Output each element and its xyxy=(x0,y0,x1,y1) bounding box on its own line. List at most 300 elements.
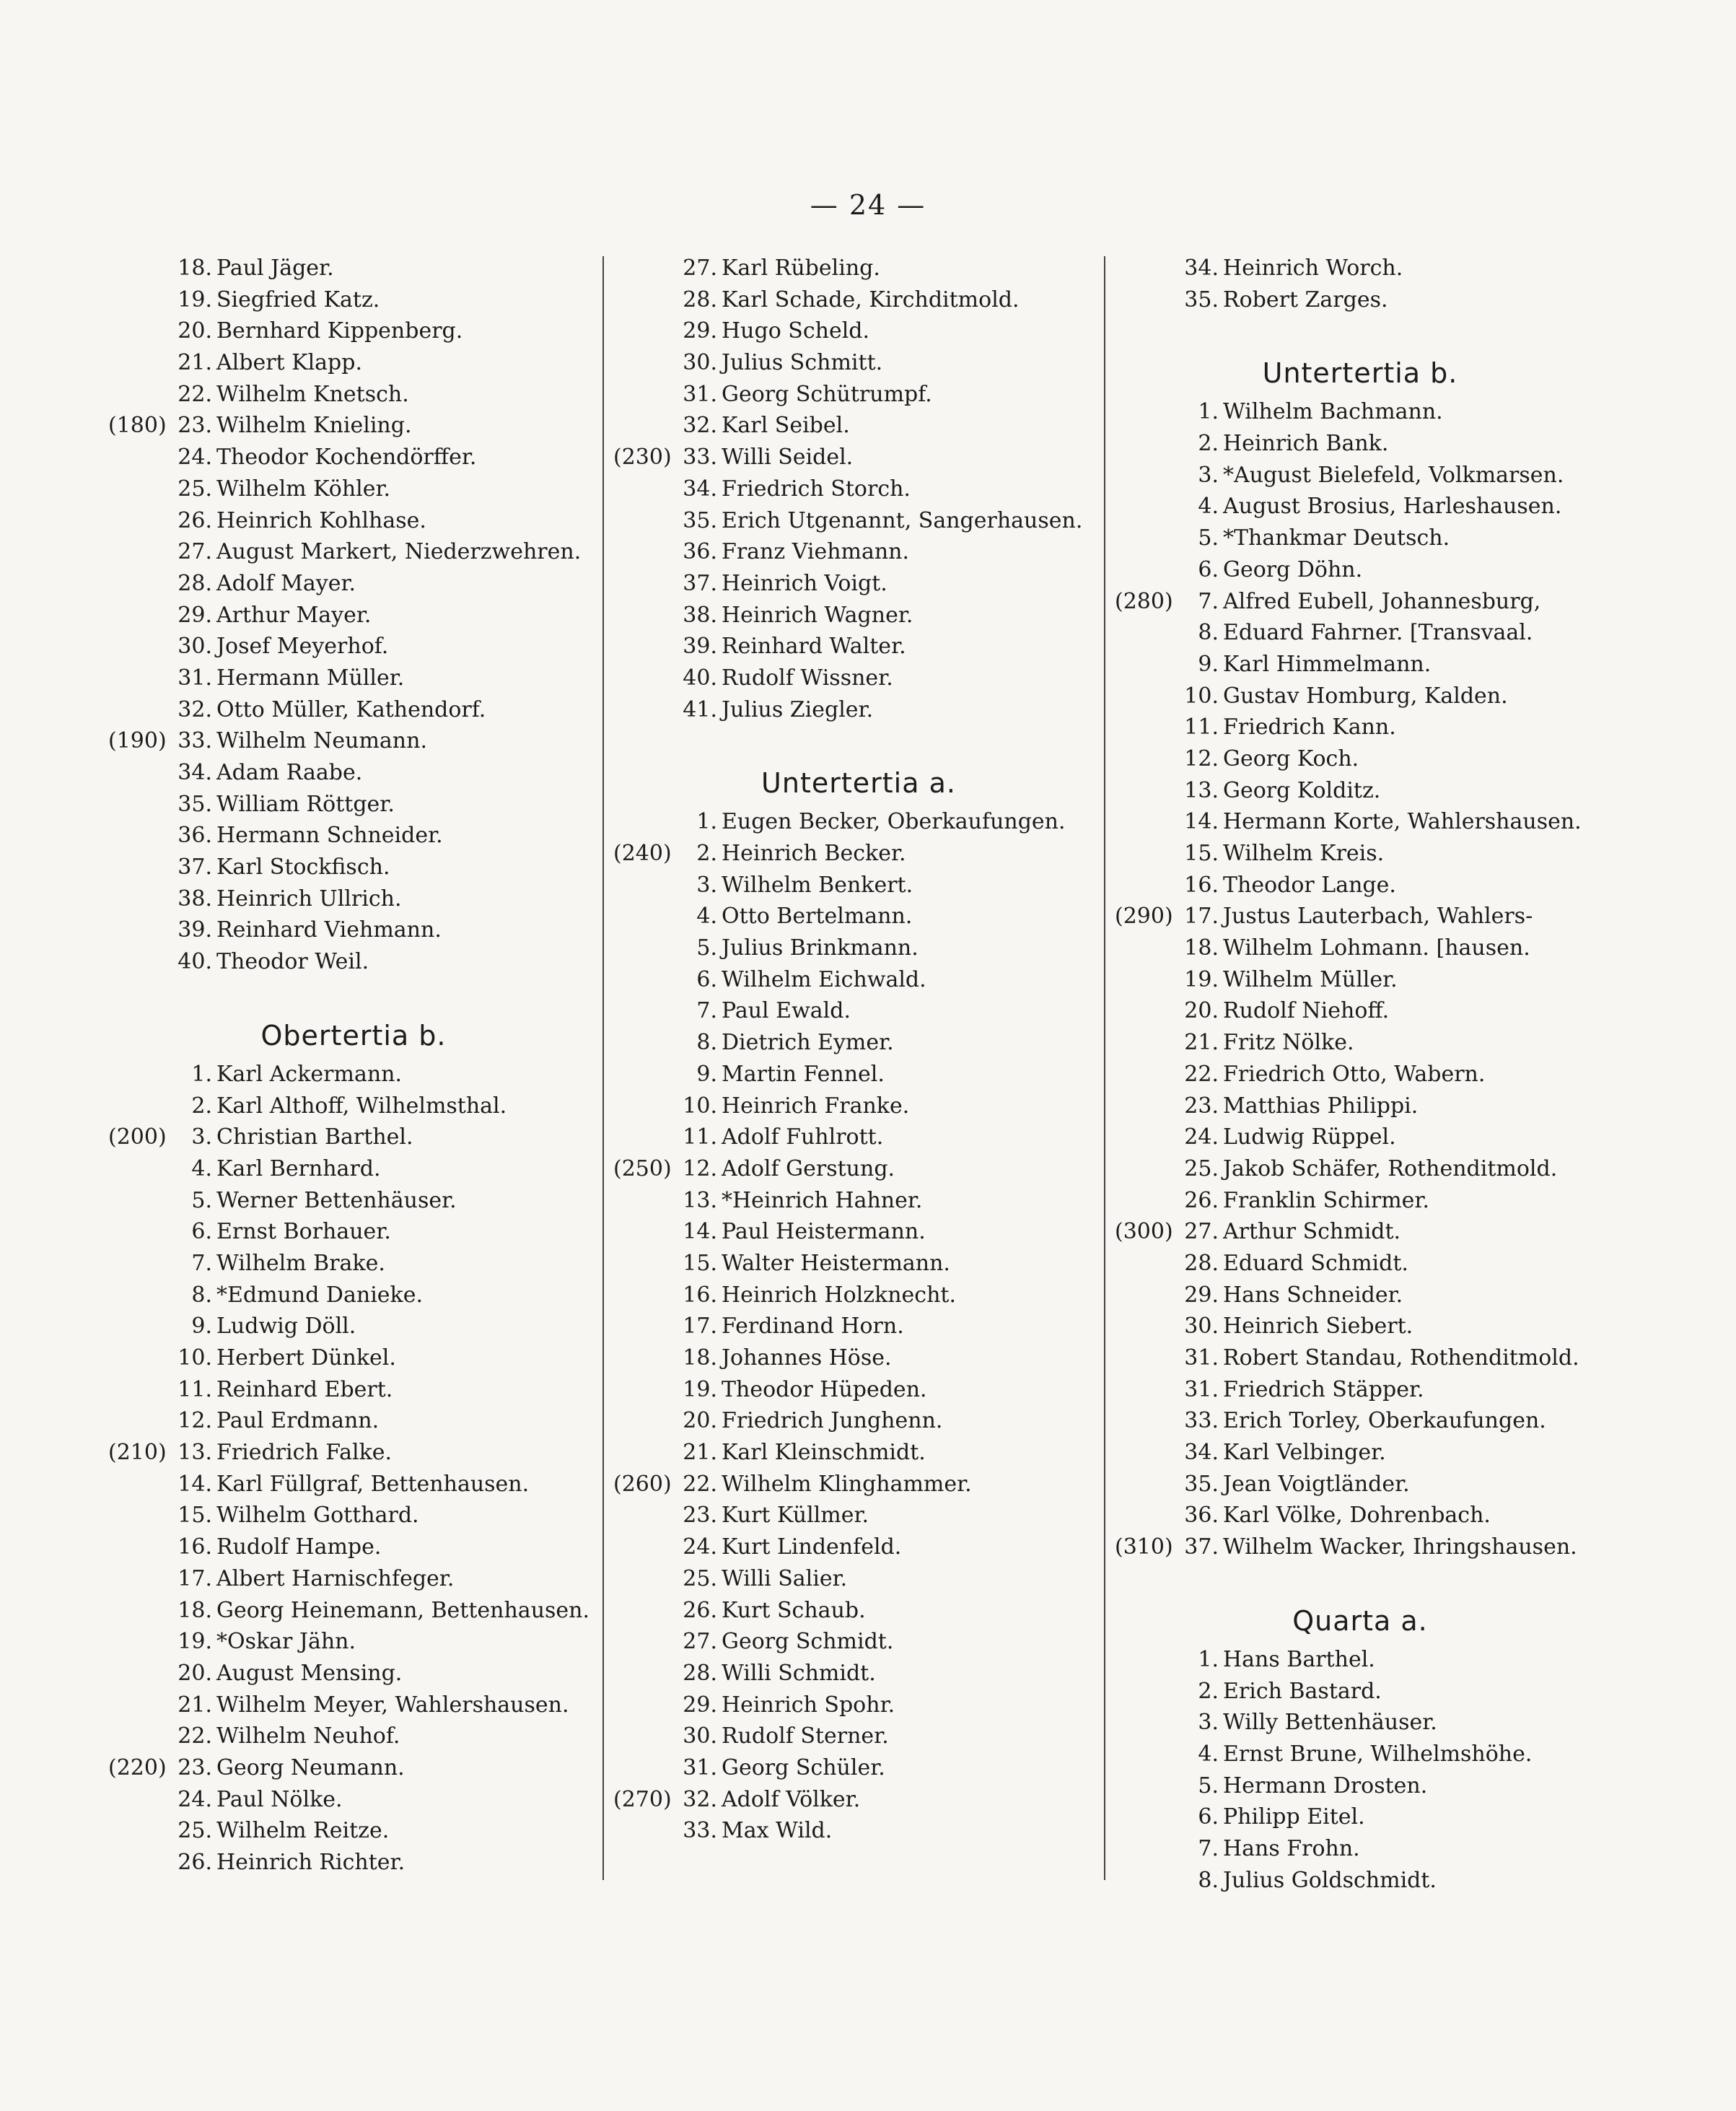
student-entry xyxy=(108,631,599,663)
student-name: Willi Seidel. xyxy=(722,445,854,471)
student-entry xyxy=(613,663,1104,694)
entry-number: 3. xyxy=(1198,1710,1219,1736)
class-heading: Untertertia a. xyxy=(761,767,956,800)
entry-number: 10. xyxy=(177,1345,212,1371)
entry-number: 7. xyxy=(696,998,717,1024)
student-name: Werner Bettenhäuser. xyxy=(216,1187,457,1213)
entry-number: 40. xyxy=(177,949,212,975)
student-name: Wilhelm Meyer, Wahlershausen. xyxy=(216,1692,569,1718)
running-count: (190) xyxy=(108,728,167,754)
student-name: Heinrich Voigt. xyxy=(722,570,887,596)
student-name: Eduard Fahrner. [Transvaal. xyxy=(1223,620,1533,646)
student-entry xyxy=(613,1059,1104,1091)
student-name: Otto Müller, Kathendorf. xyxy=(216,696,486,722)
entry-number: 24. xyxy=(1184,1124,1219,1150)
student-name: Julius Ziegler. xyxy=(722,696,874,722)
student-entry xyxy=(108,568,599,600)
student-name: Reinhard Viehmann. xyxy=(216,917,442,943)
entry-number: 33. xyxy=(1184,1408,1219,1434)
student-entry xyxy=(1115,396,1605,428)
student-entry xyxy=(613,536,1104,568)
entry-number: 28. xyxy=(683,287,717,313)
student-name: Georg Heinemann, Bettenhausen. xyxy=(216,1597,590,1623)
entry-number: 35. xyxy=(1184,1471,1219,1497)
student-name: Adolf Fuhlrott. xyxy=(722,1124,884,1150)
student-entry xyxy=(108,883,599,915)
student-entry xyxy=(1115,523,1605,554)
student-entry xyxy=(108,1595,599,1627)
student-name: Heinrich Spohr. xyxy=(722,1692,895,1718)
student-name: Philipp Eitel. xyxy=(1223,1804,1365,1830)
student-entry xyxy=(1115,428,1605,460)
entry-number: 30. xyxy=(1184,1314,1219,1339)
student-name: Robert Zarges. xyxy=(1223,287,1388,313)
student-name: Eugen Becker, Oberkaufungen. xyxy=(722,809,1066,835)
entry-number: 1. xyxy=(1198,1646,1219,1672)
running-count: (300) xyxy=(1115,1219,1173,1245)
student-name: Herbert Dünkel. xyxy=(216,1345,396,1371)
student-name: Karl Schade, Kirchditmold. xyxy=(722,287,1020,313)
student-entry xyxy=(613,473,1104,505)
entry-number: 26. xyxy=(683,1597,717,1623)
running-count: (210) xyxy=(108,1440,167,1466)
student-name: Karl Völke, Dohrenbach. xyxy=(1223,1503,1491,1529)
student-name: Wilhelm Lohmann. [hausen. xyxy=(1223,935,1530,961)
student-entry xyxy=(108,1784,599,1816)
student-name: Jean Voigtländer. xyxy=(1223,1471,1410,1497)
student-name: Arthur Schmidt. xyxy=(1223,1219,1401,1245)
student-name: Karl Althoff, Wilhelmsthal. xyxy=(216,1093,507,1119)
student-entry xyxy=(1115,617,1605,649)
student-name: Franz Viehmann. xyxy=(722,539,910,565)
student-entry xyxy=(1115,1027,1605,1059)
student-name: *Edmund Danieke. xyxy=(216,1282,424,1308)
entry-number: 36. xyxy=(1184,1503,1219,1529)
student-name: Wilhelm Knieling. xyxy=(216,413,412,439)
entry-number: 14. xyxy=(1184,809,1219,835)
student-entry xyxy=(613,1122,1104,1153)
entry-number: 29. xyxy=(683,1692,717,1718)
entry-number: 6. xyxy=(1198,556,1219,582)
student-name: Robert Standau, Rothenditmold. xyxy=(1223,1345,1579,1371)
student-entry xyxy=(613,694,1104,726)
student-name: Hermann Schneider. xyxy=(216,823,443,849)
student-name: Theodor Weil. xyxy=(216,949,369,975)
student-name: Hermann Drosten. xyxy=(1223,1773,1428,1798)
student-entry xyxy=(108,1059,599,1091)
entry-number: 6. xyxy=(191,1219,212,1245)
entry-number: 2. xyxy=(191,1093,212,1119)
entry-number: 22. xyxy=(177,381,212,407)
student-name: Wilhelm Reitze. xyxy=(216,1818,390,1844)
entry-number: 4. xyxy=(191,1155,212,1181)
student-name: Rudolf Wissner. xyxy=(722,665,893,691)
running-count: (270) xyxy=(613,1786,672,1812)
entry-number: 16. xyxy=(683,1282,717,1308)
entry-number: 20. xyxy=(1184,998,1219,1024)
student-entry xyxy=(613,1216,1104,1248)
entry-number: 11. xyxy=(1184,714,1219,740)
student-entry xyxy=(108,1280,599,1311)
student-name: Wilhelm Kreis. xyxy=(1223,841,1385,866)
student-name: Erich Torley, Oberkaufungen. xyxy=(1223,1408,1546,1434)
student-name: Friedrich Kann. xyxy=(1223,714,1396,740)
entry-number: 20. xyxy=(177,1660,212,1686)
student-name: Adolf Mayer. xyxy=(216,570,356,596)
student-entry xyxy=(1115,1707,1605,1739)
student-name: Dietrich Eymer. xyxy=(722,1030,894,1056)
entry-number: 23. xyxy=(177,1754,212,1780)
entry-number: 7. xyxy=(1198,588,1219,614)
student-name: Ferdinand Horn. xyxy=(722,1314,904,1339)
entry-number: 1. xyxy=(696,809,717,835)
student-name: Ludwig Döll. xyxy=(216,1314,356,1339)
entry-number: 19. xyxy=(177,1629,212,1655)
student-entry xyxy=(613,1563,1104,1595)
student-entry xyxy=(613,1469,1104,1500)
student-name: Arthur Mayer. xyxy=(216,602,372,628)
student-name: *Thankmar Deutsch. xyxy=(1223,525,1450,551)
entry-number: 35. xyxy=(177,791,212,817)
running-count: (290) xyxy=(1115,904,1173,930)
running-count: (310) xyxy=(1115,1534,1173,1560)
entry-number: 3. xyxy=(1198,462,1219,488)
entry-number: 25. xyxy=(177,476,212,502)
student-entry xyxy=(613,505,1104,537)
student-name: Hans Schneider. xyxy=(1223,1282,1403,1308)
entry-number: 7. xyxy=(191,1250,212,1276)
student-name: Georg Koch. xyxy=(1223,746,1359,772)
student-entry xyxy=(1115,964,1605,996)
running-count: (200) xyxy=(108,1124,167,1150)
student-name: Paul Nölke. xyxy=(216,1786,343,1812)
entry-number: 25. xyxy=(1184,1155,1219,1181)
entry-number: 27. xyxy=(683,1629,717,1655)
student-entry xyxy=(613,1185,1104,1217)
student-entry xyxy=(613,1437,1104,1469)
student-entry xyxy=(108,473,599,505)
entry-number: 31. xyxy=(683,381,717,407)
student-name: Wilhelm Neumann. xyxy=(216,728,427,754)
student-entry xyxy=(1115,681,1605,712)
student-entry xyxy=(108,1311,599,1342)
entry-number: 15. xyxy=(177,1503,212,1529)
student-name: Wilhelm Köhler. xyxy=(216,476,391,502)
student-name: Paul Heistermann. xyxy=(722,1219,926,1245)
section-spacer xyxy=(1115,315,1605,344)
student-name: Eduard Schmidt. xyxy=(1223,1250,1408,1276)
entry-number: 26. xyxy=(177,507,212,533)
student-name: Kurt Schaub. xyxy=(722,1597,866,1623)
entry-number: 26. xyxy=(177,1850,212,1875)
entry-number: 33. xyxy=(683,1818,717,1844)
entry-number: 24. xyxy=(177,445,212,471)
student-name: Hans Barthel. xyxy=(1223,1646,1375,1672)
student-name: Georg Kolditz. xyxy=(1223,777,1381,803)
entry-number: 37. xyxy=(177,855,212,880)
student-name: Theodor Lange. xyxy=(1223,872,1396,898)
entry-number: 21. xyxy=(683,1440,717,1466)
section-spacer xyxy=(613,725,1104,754)
student-name: *August Bielefeld, Volkmarsen. xyxy=(1223,462,1564,488)
entry-number: 9. xyxy=(1198,651,1219,677)
student-name: Karl Bernhard. xyxy=(216,1155,381,1181)
student-name: Adolf Gerstung. xyxy=(722,1155,895,1181)
student-entry xyxy=(108,1405,599,1437)
entry-number: 34. xyxy=(177,760,212,785)
entry-number: 27. xyxy=(1184,1219,1219,1245)
entry-number: 32. xyxy=(683,1786,717,1812)
student-name: Wilhelm Müller. xyxy=(1223,966,1398,992)
student-name: Wilhelm Wacker, Ihringshausen. xyxy=(1223,1534,1577,1560)
entry-number: 32. xyxy=(683,413,717,439)
student-entry xyxy=(108,600,599,631)
student-entry xyxy=(1115,1280,1605,1311)
student-name: Walter Heistermann. xyxy=(722,1250,950,1276)
entry-number: 27. xyxy=(177,539,212,565)
student-entry xyxy=(108,852,599,883)
student-name: Jakob Schäfer, Rothenditmold. xyxy=(1223,1155,1558,1181)
student-entry xyxy=(108,1122,599,1153)
entry-number: 13. xyxy=(177,1440,212,1466)
student-name: Erich Bastard. xyxy=(1223,1678,1382,1704)
student-entry xyxy=(1115,1405,1605,1437)
student-name: Hugo Scheld. xyxy=(722,318,870,344)
entry-number: 1. xyxy=(1198,399,1219,425)
entry-number: 11. xyxy=(683,1124,717,1150)
entry-number: 5. xyxy=(191,1187,212,1213)
entry-number: 39. xyxy=(683,634,717,660)
entry-number: 17. xyxy=(683,1314,717,1339)
student-entry xyxy=(108,725,599,757)
student-entry xyxy=(1115,743,1605,775)
student-name: Wilhelm Brake. xyxy=(216,1250,385,1276)
entry-number: 39. xyxy=(177,917,212,943)
student-entry xyxy=(1115,1500,1605,1531)
entry-number: 15. xyxy=(683,1250,717,1276)
entry-number: 8. xyxy=(1198,620,1219,646)
entry-number: 22. xyxy=(177,1723,212,1749)
student-entry xyxy=(613,1091,1104,1122)
student-name: Franklin Schirmer. xyxy=(1223,1187,1429,1213)
entry-number: 10. xyxy=(1184,683,1219,709)
entry-number: 4. xyxy=(1198,494,1219,520)
column-divider xyxy=(602,256,604,1880)
student-entry xyxy=(108,1437,599,1469)
student-entry xyxy=(1115,1531,1605,1563)
student-entry xyxy=(613,806,1104,838)
student-name: Karl Kleinschmidt. xyxy=(722,1440,926,1466)
student-entry xyxy=(108,347,599,379)
entry-number: 23. xyxy=(1184,1093,1219,1119)
student-entry xyxy=(108,536,599,568)
student-entry xyxy=(613,1658,1104,1690)
student-entry xyxy=(108,1500,599,1531)
entry-number: 18. xyxy=(177,255,212,281)
student-entry xyxy=(108,442,599,473)
entry-number: 38. xyxy=(177,886,212,912)
student-name: Adam Raabe. xyxy=(216,760,363,785)
student-name: Rudolf Niehoff. xyxy=(1223,998,1390,1024)
student-entry xyxy=(1115,460,1605,491)
student-entry xyxy=(613,1342,1104,1374)
student-name: Julius Schmitt. xyxy=(722,350,883,376)
student-name: Hermann Korte, Wahlershausen. xyxy=(1223,809,1582,835)
student-entry xyxy=(1115,1342,1605,1374)
student-entry xyxy=(1115,901,1605,932)
student-entry xyxy=(613,1153,1104,1185)
entry-number: 36. xyxy=(177,823,212,849)
student-entry xyxy=(108,1216,599,1248)
student-entry xyxy=(108,694,599,726)
student-name: Karl Stockfisch. xyxy=(216,855,390,880)
student-name: Wilhelm Benkert. xyxy=(722,872,913,898)
student-entry xyxy=(613,1027,1104,1059)
student-entry xyxy=(108,1374,599,1406)
entry-number: 33. xyxy=(683,445,717,471)
student-entry xyxy=(613,1531,1104,1563)
entry-number: 31. xyxy=(1184,1376,1219,1402)
student-entry xyxy=(613,1721,1104,1752)
entry-number: 14. xyxy=(177,1471,212,1497)
student-name: Bernhard Kippenberg. xyxy=(216,318,463,344)
student-name: Rudolf Hampe. xyxy=(216,1534,382,1560)
entry-number: 21. xyxy=(1184,1030,1219,1056)
student-name: Siegfried Katz. xyxy=(216,287,380,313)
student-name: Georg Schüler. xyxy=(722,1754,885,1780)
student-entry xyxy=(108,1342,599,1374)
student-entry xyxy=(108,1469,599,1500)
entry-number: 3. xyxy=(191,1124,212,1150)
student-name: Heinrich Bank. xyxy=(1223,431,1389,457)
student-entry xyxy=(613,600,1104,631)
entry-number: 19. xyxy=(683,1376,717,1402)
student-entry xyxy=(613,284,1104,316)
page-number: — 24 — xyxy=(810,189,926,221)
student-entry xyxy=(108,1847,599,1879)
entry-number: 34. xyxy=(683,476,717,502)
student-name: Heinrich Wagner. xyxy=(722,602,913,628)
class-heading: Obertertia b. xyxy=(260,1019,447,1052)
student-name: *Heinrich Hahner. xyxy=(722,1187,923,1213)
student-entry xyxy=(613,631,1104,663)
student-name: Wilhelm Bachmann. xyxy=(1223,399,1443,425)
entry-number: 19. xyxy=(1184,966,1219,992)
running-count: (220) xyxy=(108,1754,167,1780)
student-entry xyxy=(613,253,1104,284)
student-name: William Röttger. xyxy=(216,791,395,817)
student-name: Heinrich Worch. xyxy=(1223,255,1403,281)
student-name: Willi Salier. xyxy=(722,1565,848,1591)
class-heading: Quarta a. xyxy=(1292,1604,1428,1637)
student-entry xyxy=(108,1153,599,1185)
entry-number: 2. xyxy=(1198,431,1219,457)
entry-number: 35. xyxy=(1184,287,1219,313)
entry-number: 27. xyxy=(683,255,717,281)
student-name: Erich Utgenannt, Sangerhausen. xyxy=(722,507,1083,533)
student-entry xyxy=(1115,1185,1605,1217)
student-name: Heinrich Ullrich. xyxy=(216,886,402,912)
student-entry xyxy=(1115,838,1605,870)
student-entry xyxy=(108,1752,599,1784)
entry-number: 37. xyxy=(683,570,717,596)
entry-number: 11. xyxy=(177,1376,212,1402)
entry-number: 20. xyxy=(177,318,212,344)
student-name: Reinhard Ebert. xyxy=(216,1376,393,1402)
entry-number: 28. xyxy=(1184,1250,1219,1276)
student-entry xyxy=(1115,1437,1605,1469)
student-name: Albert Klapp. xyxy=(216,350,362,376)
student-entry xyxy=(1115,712,1605,743)
student-name: Gustav Homburg, Kalden. xyxy=(1223,683,1508,709)
student-name: Heinrich Holzknecht. xyxy=(722,1282,957,1308)
student-name: Josef Meyerhof. xyxy=(216,634,389,660)
column-2 xyxy=(613,253,1104,1847)
student-name: Ernst Brune, Wilhelmshöhe. xyxy=(1223,1741,1533,1767)
student-name: Kurt Lindenfeld. xyxy=(722,1534,902,1560)
entry-number: 36. xyxy=(683,539,717,565)
student-entry xyxy=(1115,253,1605,284)
class-heading: Untertertia b. xyxy=(1262,357,1458,390)
student-name: Friedrich Otto, Wabern. xyxy=(1223,1061,1486,1087)
student-name: Wilhelm Neuhof. xyxy=(216,1723,400,1749)
student-name: Theodor Kochendörffer. xyxy=(216,445,477,471)
section-spacer xyxy=(108,978,599,1007)
running-count: (280) xyxy=(1115,588,1173,614)
student-name: Georg Neumann. xyxy=(216,1754,405,1780)
student-name: Fritz Nölke. xyxy=(1223,1030,1354,1056)
student-entry xyxy=(613,1784,1104,1816)
student-name: Otto Bertelmann. xyxy=(722,904,913,930)
entry-number: 2. xyxy=(696,841,717,866)
student-entry xyxy=(1115,586,1605,618)
entry-number: 5. xyxy=(1198,1773,1219,1798)
student-entry xyxy=(1115,1739,1605,1770)
entry-number: 5. xyxy=(1198,525,1219,551)
student-entry xyxy=(613,1405,1104,1437)
student-entry xyxy=(108,789,599,821)
entry-number: 2. xyxy=(1198,1678,1219,1704)
student-name: Willi Schmidt. xyxy=(722,1660,876,1686)
student-name: Heinrich Richter. xyxy=(216,1850,405,1875)
student-entry xyxy=(1115,1801,1605,1833)
entry-number: 19. xyxy=(177,287,212,313)
student-name: Alfred Eubell, Johannesburg, xyxy=(1223,588,1541,614)
student-name: Heinrich Becker. xyxy=(722,841,906,866)
student-name: Hans Frohn. xyxy=(1223,1835,1360,1861)
student-entry xyxy=(108,315,599,347)
entry-number: 28. xyxy=(177,570,212,596)
entry-number: 31. xyxy=(1184,1345,1219,1371)
entry-number: 30. xyxy=(683,1723,717,1749)
student-name: *Oskar Jähn. xyxy=(216,1629,356,1655)
entry-number: 31. xyxy=(683,1754,717,1780)
student-entry xyxy=(613,932,1104,964)
entry-number: 6. xyxy=(1198,1804,1219,1830)
student-entry xyxy=(108,410,599,442)
entry-number: 24. xyxy=(683,1534,717,1560)
student-name: Julius Brinkmann. xyxy=(722,935,919,961)
student-name: Georg Schmidt. xyxy=(722,1629,894,1655)
student-entry xyxy=(1115,1865,1605,1897)
entry-number: 24. xyxy=(177,1786,212,1812)
student-entry xyxy=(1115,1374,1605,1406)
student-entry xyxy=(1115,995,1605,1027)
entry-number: 9. xyxy=(191,1314,212,1339)
student-entry xyxy=(1115,1644,1605,1676)
student-entry xyxy=(108,1626,599,1658)
student-name: Paul Jäger. xyxy=(216,255,334,281)
